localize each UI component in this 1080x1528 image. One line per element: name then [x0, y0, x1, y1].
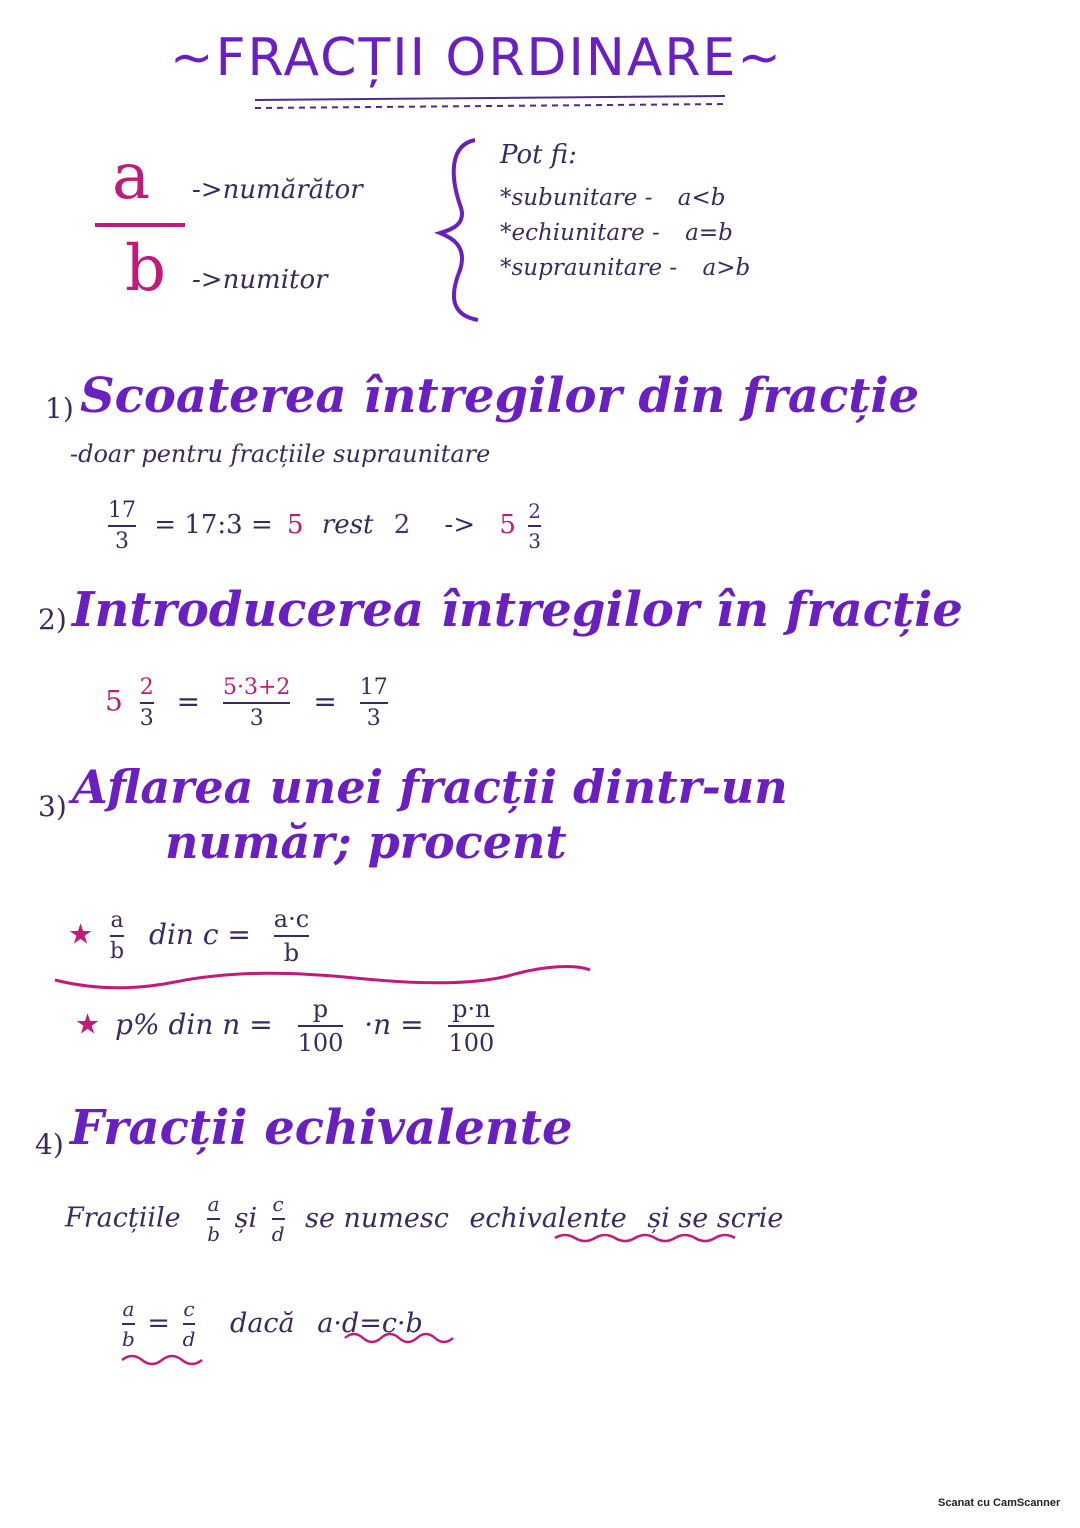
- fraction-denominator: b: [110, 939, 125, 964]
- equals-sign: =: [176, 684, 201, 718]
- fraction-c-d: [272, 1192, 285, 1246]
- type-name: *supraunitare -: [500, 255, 678, 281]
- type-item: [500, 185, 726, 211]
- division-expression: = 17:3 =: [154, 510, 273, 540]
- fraction-numerator: 17: [359, 675, 388, 700]
- fraction-denominator: b: [122, 1327, 135, 1351]
- fraction-numerator: a: [122, 1297, 135, 1321]
- star-icon: ★: [75, 1007, 101, 1041]
- percent-fraction: [298, 995, 344, 1057]
- scanner-watermark: Scanat cu CamScanner: [938, 1497, 1061, 1509]
- fraction-denominator: 3: [139, 706, 154, 731]
- equals-sign: =: [147, 1307, 171, 1339]
- type-item: [500, 220, 733, 246]
- fraction-denominator: 100: [297, 1029, 344, 1057]
- expanded-fraction: [223, 675, 290, 731]
- equation-underline: [122, 1352, 222, 1366]
- keyword-echivalente: echivalente: [469, 1202, 627, 1234]
- numerator-label: ->numărător: [192, 175, 363, 205]
- section2-number: 2): [38, 603, 67, 636]
- fraction-denominator: 3: [366, 706, 381, 731]
- section4-heading: Fracții echivalente: [70, 1100, 573, 1156]
- fraction-denominator: b: [207, 1222, 220, 1246]
- star-icon: ★: [68, 917, 94, 951]
- section4-number: 4): [35, 1128, 64, 1161]
- wavy-divider: [55, 960, 595, 990]
- whole-part: 5: [105, 684, 123, 718]
- whole-part: 5: [499, 510, 516, 540]
- condition-underline: [345, 1330, 455, 1344]
- equals-sign: =: [313, 684, 337, 718]
- fraction-denominator: 3: [249, 706, 264, 731]
- mixed-fraction: [140, 675, 154, 731]
- remainder: 2: [393, 510, 411, 540]
- type-relation: a<b: [677, 185, 726, 211]
- section1-heading: Scoaterea întregilor din fracție: [80, 368, 920, 424]
- fraction-denominator: 100: [448, 1029, 495, 1057]
- rest-label: rest: [321, 510, 374, 540]
- fraction-numerator: a: [207, 1192, 220, 1216]
- formula-text: p% din n =: [115, 1007, 273, 1041]
- fraction-numerator: a·c: [273, 905, 310, 933]
- fraction-numerator: c: [183, 1297, 195, 1321]
- sentence-mid: se numesc: [305, 1202, 449, 1234]
- type-item: [500, 255, 750, 281]
- arrow: ->: [444, 510, 476, 540]
- fraction-denominator: d: [182, 1327, 196, 1351]
- type-name: *subunitare -: [500, 185, 653, 211]
- fraction-denominator: d: [271, 1222, 285, 1246]
- result-fraction: [448, 995, 494, 1057]
- fraction-numerator: a: [110, 908, 124, 933]
- section2-example: [105, 675, 388, 731]
- fraction-numerator: 17: [108, 498, 136, 523]
- section3-heading-line1: Aflarea unei fracții dintr-un: [72, 760, 788, 814]
- fraction-a-b: [110, 908, 124, 964]
- fraction-bar: [95, 222, 195, 228]
- numerator-letter: a: [112, 140, 151, 214]
- section2-heading: Introducerea întregilor în fracție: [72, 582, 963, 638]
- fraction-denominator: 3: [528, 529, 541, 553]
- condition-word: dacă: [230, 1307, 295, 1339]
- denominator-label: ->numitor: [192, 265, 328, 295]
- fraction-numerator: 2: [139, 675, 154, 700]
- result-fraction: [360, 675, 388, 731]
- section3-number: 3): [38, 790, 67, 823]
- formula-text: din c =: [149, 917, 251, 951]
- type-name: *echiunitare -: [500, 220, 660, 246]
- condition-formula: a·d=c·b: [317, 1307, 423, 1339]
- keyword-underline: [555, 1232, 755, 1246]
- type-relation: a>b: [702, 255, 751, 281]
- title-underline: [255, 92, 735, 122]
- section1-number: 1): [45, 392, 74, 425]
- sentence-pre: Fracțiile: [65, 1202, 181, 1234]
- fraction-17-3: [108, 498, 136, 554]
- sentence-post: și se scrie: [647, 1202, 784, 1234]
- fraction-numerator: 2: [528, 499, 541, 523]
- denominator-letter: b: [125, 232, 166, 306]
- mixed-fraction: [528, 499, 541, 553]
- type-relation: a=b: [685, 220, 733, 246]
- fraction-a-b: [207, 1192, 220, 1246]
- page-title: ~FRACȚII ORDINARE~: [170, 28, 783, 88]
- fraction-denominator: 3: [115, 529, 129, 554]
- fraction-denominator: b: [283, 939, 300, 967]
- section3-heading-line2: număr; procent: [165, 815, 567, 869]
- section1-example: [108, 498, 541, 554]
- fraction-numerator: 5·3+2: [223, 675, 291, 700]
- curly-brace: [430, 135, 490, 325]
- quotient: 5: [287, 510, 304, 540]
- types-heading: Pot fi:: [500, 140, 577, 170]
- section1-note: -doar pentru fracțiile supraunitare: [70, 440, 491, 468]
- and-word: și: [234, 1202, 258, 1234]
- fraction-of-number: [68, 905, 309, 967]
- fraction-numerator: p: [312, 995, 329, 1023]
- multiply-text: ·n =: [364, 1007, 424, 1041]
- result-fraction: [274, 905, 309, 967]
- fraction-c-d: [183, 1297, 196, 1351]
- fraction-numerator: p·n: [452, 995, 491, 1023]
- fraction-a-b: [122, 1297, 135, 1351]
- fraction-numerator: c: [272, 1192, 284, 1216]
- percent-of-number: [75, 995, 494, 1057]
